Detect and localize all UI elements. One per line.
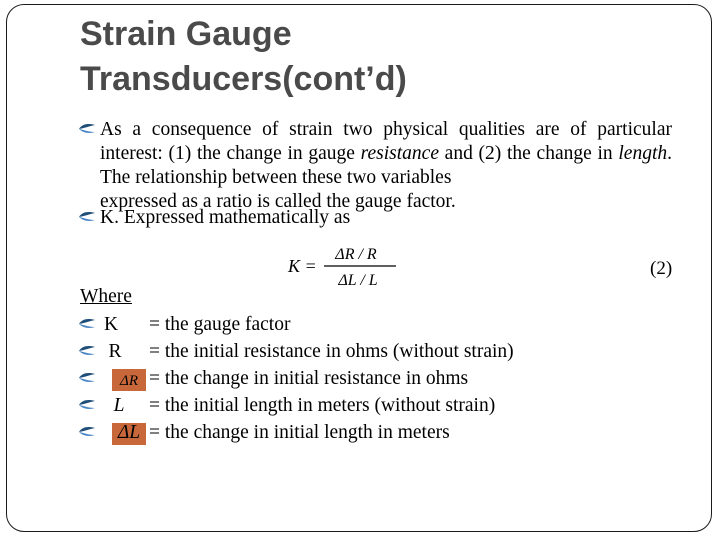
definition-text: = the change in initial length in meters bbox=[149, 422, 450, 443]
definition-symbol: K bbox=[103, 314, 119, 335]
emphasis-resistance: resistance bbox=[360, 143, 439, 164]
definition-text: = the change in initial resistance in ohms bbox=[149, 368, 469, 389]
emphasis-length: length bbox=[618, 143, 668, 164]
paragraph-expression: K. Expressed mathematically as bbox=[100, 207, 351, 228]
where-label: Where bbox=[80, 286, 132, 307]
definition-symbol: R bbox=[108, 341, 122, 362]
definition-row bbox=[80, 367, 640, 391]
paragraph-last-line: expressed as a ratio is called the gauge factor. bbox=[100, 191, 456, 212]
definition-row bbox=[80, 340, 640, 364]
definition-symbol: ΔR bbox=[120, 373, 138, 389]
leaf-bullet-icon bbox=[78, 426, 96, 438]
leaf-bullet-icon bbox=[78, 372, 96, 384]
definition-row bbox=[80, 421, 640, 445]
definition-row bbox=[80, 394, 640, 418]
paragraph-gauge-intro: As a consequence of strain two physical qualities are of particular interest: (1) the change in gauge resistance and (2) the change in length. The relationship between these two variables expressed as a ratio is called the gauge factor. bbox=[100, 119, 672, 212]
leaf-bullet-icon bbox=[78, 123, 96, 135]
leaf-bullet-icon bbox=[78, 211, 96, 223]
title-line-2: Transducers(cont’d) bbox=[80, 60, 407, 98]
definition-symbol: ΔL bbox=[117, 422, 141, 443]
definition-text: = the initial resistance in ohms (without strain) bbox=[149, 341, 514, 362]
gauge-factor-equation bbox=[286, 240, 402, 292]
equation-number: (2) bbox=[650, 258, 673, 279]
slide-title bbox=[80, 12, 680, 102]
definition-text: = the initial length in meters (without strain) bbox=[149, 395, 496, 416]
definition-text: = the gauge factor bbox=[149, 314, 291, 335]
title-line-1: Strain Gauge bbox=[80, 15, 292, 53]
equation-lhs: K = bbox=[288, 256, 317, 276]
equation-denominator: ΔL / L bbox=[338, 272, 378, 289]
equation-numerator: ΔR / R bbox=[335, 246, 377, 263]
definition-symbol: L bbox=[113, 395, 125, 416]
definition-row bbox=[80, 313, 640, 337]
